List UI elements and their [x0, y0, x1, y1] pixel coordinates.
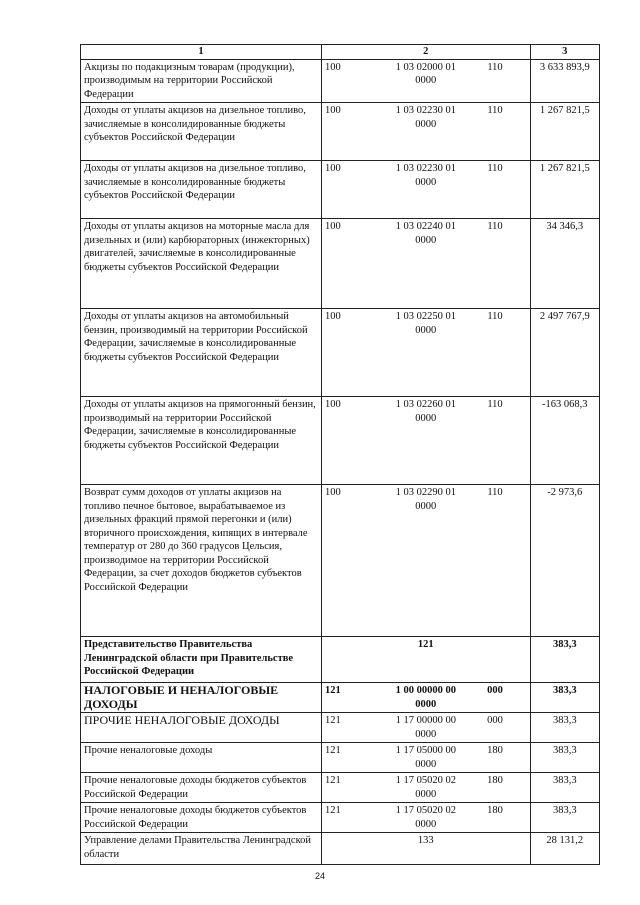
row-budget-code: 1 03 02260 01 0000 [391, 397, 461, 485]
row-name: Акцизы по подакцизным товарам (продукции), производимым на территории Российской Федерации [81, 59, 322, 103]
row-amount: 1 267 821,5 [530, 161, 600, 219]
row-name: Доходы от уплаты акцизов на автомобильный бензин, производимый на территории Российской Федерации, зачисляемые в консолидированные бюджеты субъектов Российской Федерации [81, 309, 322, 397]
row-name: Управление делами Правительства Ленинградской области [81, 833, 322, 865]
row-name: Доходы от уплаты акцизов на дизельное топливо, зачисляемые в консолидированные бюджеты субъектов Российской Федерации [81, 103, 322, 161]
row-admin-code: 121 [322, 637, 531, 683]
row-sub-code: 000 [461, 683, 531, 713]
row-budget-code: 1 00 00000 00 0000 [391, 683, 461, 713]
header-col-1: 1 [81, 45, 322, 60]
header-col-3: 3 [530, 45, 600, 60]
row-budget-code: 1 03 02240 01 0000 [391, 219, 461, 309]
table-row [81, 161, 600, 219]
revenue-table [80, 44, 600, 865]
row-admin-code: 100 [322, 219, 392, 309]
row-budget-code: 1 03 02290 01 0000 [391, 485, 461, 637]
row-sub-code: 110 [461, 485, 531, 637]
row-name: ПРОЧИЕ НЕНАЛОГОВЫЕ ДОХОДЫ [81, 713, 322, 743]
row-admin-code: 121 [322, 803, 392, 833]
row-admin-code: 100 [322, 161, 392, 219]
table-header-row [81, 45, 600, 60]
row-budget-code: 1 03 02230 01 0000 [391, 103, 461, 161]
table-row [81, 103, 600, 161]
row-name: Прочие неналоговые доходы бюджетов субъектов Российской Федерации [81, 803, 322, 833]
table-row-affairs [81, 833, 600, 865]
row-admin-code: 100 [322, 309, 392, 397]
row-budget-code: 1 17 05020 02 0000 [391, 773, 461, 803]
row-sub-code: 180 [461, 773, 531, 803]
row-amount: 383,3 [530, 683, 600, 713]
row-name: Прочие неналоговые доходы бюджетов субъектов Российской Федерации [81, 773, 322, 803]
row-admin-code: 100 [322, 103, 392, 161]
row-sub-code: 110 [461, 59, 531, 103]
row-amount: 1 267 821,5 [530, 103, 600, 161]
row-sub-code: 110 [461, 219, 531, 309]
row-budget-code: 1 17 00000 00 0000 [391, 713, 461, 743]
table-row [81, 219, 600, 309]
row-amount: 3 633 893,9 [530, 59, 600, 103]
row-amount: 383,3 [530, 713, 600, 743]
row-name: Прочие неналоговые доходы [81, 743, 322, 773]
table-row [81, 803, 600, 833]
table-row [81, 309, 600, 397]
row-name: Доходы от уплаты акцизов на дизельное топливо, зачисляемые в консолидированные бюджеты субъектов Российской Федерации [81, 161, 322, 219]
row-admin-code: 121 [322, 773, 392, 803]
row-name: Доходы от уплаты акцизов на прямогонный бензин, производимый на территории Российской Федерации, зачисляемые в консолидированные бюджеты субъектов Российской Федерации [81, 397, 322, 485]
table-row [81, 485, 600, 637]
header-col-2: 2 [322, 45, 531, 60]
table-row-rep-office [81, 637, 600, 683]
row-name: НАЛОГОВЫЕ И НЕНАЛОГОВЫЕ ДОХОДЫ [81, 683, 322, 713]
row-sub-code: 110 [461, 161, 531, 219]
row-amount: -2 973,6 [530, 485, 600, 637]
table-row [81, 397, 600, 485]
row-amount: 383,3 [530, 803, 600, 833]
row-sub-code: 110 [461, 397, 531, 485]
row-amount: 383,3 [530, 637, 600, 683]
row-amount: 28 131,2 [530, 833, 600, 865]
row-amount: 383,3 [530, 743, 600, 773]
row-sub-code: 110 [461, 103, 531, 161]
row-admin-code: 121 [322, 683, 392, 713]
row-sub-code: 180 [461, 743, 531, 773]
row-budget-code: 1 03 02000 01 0000 [391, 59, 461, 103]
row-name: Возврат сумм доходов от уплаты акцизов на топливо печное бытовое, вырабатываемое из дизельных фракций прямой перегонки и (или) вторичного происхождения, кипящих в интервале температур от 280 до 360 градусов Цельсия, производимое на территории Российской Федерации, за счет доходов бюджетов субъектов Российской Федерации [81, 485, 322, 637]
page-number: 24 [314, 871, 325, 881]
row-budget-code: 1 03 02230 01 0000 [391, 161, 461, 219]
table-row [81, 713, 600, 743]
row-amount: 2 497 767,9 [530, 309, 600, 397]
row-amount: -163 068,3 [530, 397, 600, 485]
row-amount: 383,3 [530, 773, 600, 803]
row-admin-code: 100 [322, 59, 392, 103]
row-budget-code: 1 17 05000 00 0000 [391, 743, 461, 773]
row-admin-code: 121 [322, 743, 392, 773]
row-name: Доходы от уплаты акцизов на моторные масла для дизельных и (или) карбюраторных (инжекторных) двигателей, зачисляемые в консолидированные бюджеты субъектов Российской Федерации [81, 219, 322, 309]
row-amount: 34 346,3 [530, 219, 600, 309]
table-row [81, 59, 600, 103]
row-budget-code: 1 17 05020 02 0000 [391, 803, 461, 833]
row-sub-code: 180 [461, 803, 531, 833]
row-admin-code: 133 [322, 833, 531, 865]
row-name: Представительство Правительства Ленинградской области при Правительстве Российской Федерации [81, 637, 322, 683]
row-admin-code: 100 [322, 397, 392, 485]
table-row [81, 773, 600, 803]
row-sub-code: 000 [461, 713, 531, 743]
row-budget-code: 1 03 02250 01 0000 [391, 309, 461, 397]
row-admin-code: 121 [322, 713, 392, 743]
row-sub-code: 110 [461, 309, 531, 397]
table-row [81, 743, 600, 773]
table-row-total [81, 683, 600, 713]
row-admin-code: 100 [322, 485, 392, 637]
